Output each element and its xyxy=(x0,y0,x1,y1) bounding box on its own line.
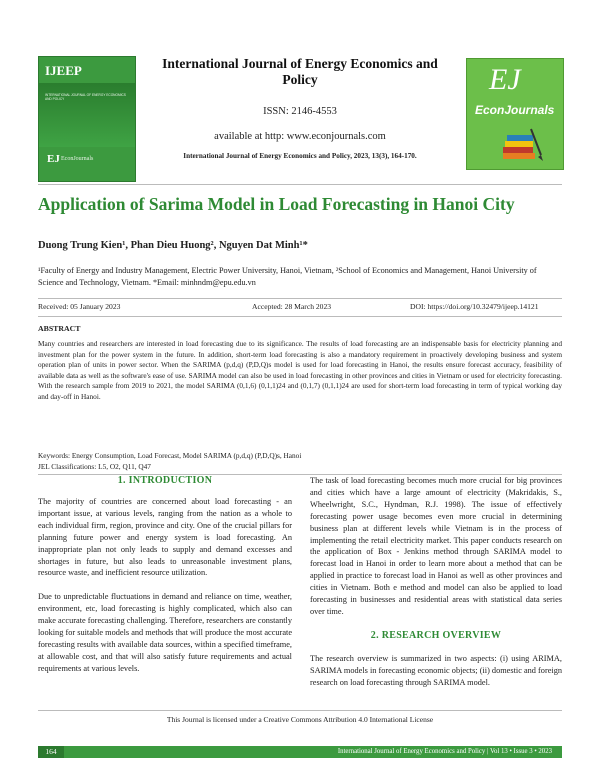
issn: ISSN: 2146-4553 xyxy=(263,106,337,117)
cover-subtitle: INTERNATIONAL JOURNAL OF ENERGY ECONOMICS AND POLICY xyxy=(45,93,126,101)
books-icon xyxy=(501,125,545,163)
cover-logo-text: EconJournals xyxy=(61,156,94,162)
footer-rule xyxy=(38,710,562,711)
journal-cover-image xyxy=(38,56,136,182)
logo-ej: EJ xyxy=(489,63,521,96)
overview-paragraph-1: The research overview is summarized in two aspects: (i) using ARIMA, SARIMA models in forecasting economic objects; (ii) domestic and foreign research on load forecasting through SARIMA model. xyxy=(310,654,562,687)
jel-classifications: JEL Classifications: L5, O2, Q11, Q47 xyxy=(38,461,151,471)
received-date: Received: 05 January 2023 xyxy=(38,302,121,311)
left-column xyxy=(38,496,292,687)
section-introduction-heading: 1. INTRODUCTION xyxy=(117,475,213,486)
license-note: This Journal is licensed under a Creative Commons Attribution 4.0 International License xyxy=(166,715,434,724)
availability-link[interactable]: available at http: www.econjournals.com xyxy=(214,131,386,142)
intro-paragraph-2: Due to unpredictable fluctuations in demand and reliance on time, weather, environment, etc, load forecasting is highly complicated, which also can make accurate forecasting challenging. Therefore, researchers are constantly looking for suitable models and methods that will produce the most accurate forecasting results with available data sources, within a specified timeframe, at allowable cost, and that will also satisfy future requirements and actual requirements at various levels. xyxy=(38,592,292,673)
keywords-block xyxy=(38,451,562,472)
cover-title: IJEEP xyxy=(45,63,82,78)
logo-name: EconJournals xyxy=(475,103,555,117)
intro-paragraph-1: The majority of countries are concerned about load forecasting - an important issue, at various levels, ranging from the nation as a whole to each individual firm, region, province and city. One of the crucial pillars for planning future power and energy system is load forecasting. An inappropriate plan not only leads to supply and demand excesses and shortages in future, but also leads to unreasonable investment plans, resource waste, and inefficient resource utilization. xyxy=(38,497,292,578)
footer-bar xyxy=(38,746,562,758)
keywords: Keywords: Energy Consumption, Load Forecast, Model SARIMA (p,d,q) (P,D,Q)s, Hanoi xyxy=(38,451,302,460)
accepted-date: Accepted: 28 March 2023 xyxy=(252,302,332,311)
dates-top-rule xyxy=(38,298,562,299)
paper-title: Application of Sarima Model in Load Forecasting in Hanoi City xyxy=(38,194,515,214)
footer-journal-info: International Journal of Energy Economics and Policy | Vol 13 • Issue 3 • 2023 xyxy=(337,748,552,755)
overview-column xyxy=(310,653,562,701)
journal-header xyxy=(150,56,450,142)
abstract-heading: ABSTRACT xyxy=(38,324,81,333)
authors: Duong Trung Kien¹, Phan Dieu Huong², Nguyen Dat Minh¹* xyxy=(38,240,308,251)
intro-paragraph-3: The task of load forecasting becomes much more crucial for big provinces and cities which have a large amount of electricity (Makridakis, S., Wheelwright, S.C., Hyndman, R.J. 1998). The issue of effectively forecasting power usage becomes even more crucial in determining business plan at different levels while Vietnam is in the process of implementing the retail electricity market. This paper conducts research on the application of Box - Jenkins method through SARIMA model to forecast load in Hanoi in order to learn more about a method that can be applied in practice to forecast load in Hanoi as well as other provinces and cities in Vietnam. Both e method and model can also be applied to load forecasting in businesses and residential areas with statistical data series over time. xyxy=(310,476,562,616)
econjournals-logo xyxy=(466,58,564,170)
page-number: 164 xyxy=(38,746,64,758)
section-research-overview-heading: 2. RESEARCH OVERVIEW xyxy=(370,630,502,641)
affiliations: ¹Faculty of Energy and Industry Management, Electric Power University, Hanoi, Vietnam, ²School of Economics and Management, Hanoi University of Science and Technology, Vietnam. *Email: minhndm@epu.edu.vn xyxy=(38,266,537,287)
citation: International Journal of Energy Economics and Policy, 2023, 13(3), 164-170. xyxy=(183,152,417,160)
abstract-text: Many countries and researchers are interested in load forecasting due to its significance. The results of load forecasting are an indispensable basis for electricity planning and investment plan for the power system in the future. In addition, short-term load forecasting is also a mandatory requirement in proactively developing business and system operation plan of units in power sector. When the SARIMA (p,d,q) (P,D,Q)s model is used for load forecasting in Hanoi, the results ensure forecast accuracy, feasibility of available data as well as the software's ease of use. SARIMA model can also be used in load forecasting in other provinces and cities in Vietnam or used for electricity forecasting. With the research sample from 2019 to 2021, the model SARIMA (0,1,6) (0,1,1)24 and (0,1,7) (0,1,1)24 are used for short-term load forecasting in term of typical working day and day-off in Hanoi. xyxy=(38,339,562,401)
doi-link[interactable]: DOI: https://doi.org/10.32479/ijeep.14121 xyxy=(410,302,539,311)
cover-logo: EJ xyxy=(47,153,60,165)
dates-bottom-rule xyxy=(38,316,562,317)
journal-title: International Journal of Energy Economics and Policy xyxy=(162,56,438,87)
header-divider xyxy=(38,184,562,185)
right-column xyxy=(310,475,562,630)
